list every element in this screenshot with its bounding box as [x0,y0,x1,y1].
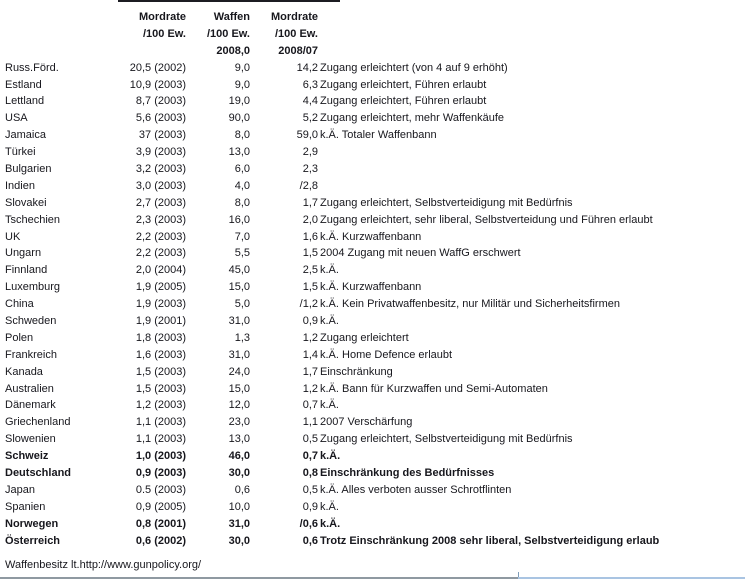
comment-cell: k.Ä. Kein Privatwaffenbesitz, nur Militär und Sicherheitsfirmen [320,298,620,311]
table [0,9,745,550]
comment-cell: k.Ä. Kurzwaffenbann [320,281,422,294]
waffen-cell: 6,0 [234,163,250,176]
mordrate-0807-cell: 59,0 [296,129,318,142]
sheet-bottom-border-left [0,577,518,579]
table-row [0,330,745,347]
country-cell: Jamaica [5,129,46,142]
country-cell: Spanien [5,500,46,513]
comment-cell: k.Ä. Totaler Waffenbann [320,129,437,142]
mordrate-0807-cell: 5,2 [302,112,318,125]
waffen-cell: 30,0 [228,534,250,547]
country-cell: Deutschland [5,467,72,480]
comment-cell: k.Ä. [320,399,339,412]
country-cell: Schweden [5,315,57,328]
comment-cell: Zugang erleichtert, sehr liberal, Selbstverteidung und Führen erlaubt [320,213,653,226]
mordrate-0807-cell: 14,2 [296,61,318,74]
waffen-cell: 90,0 [228,112,250,125]
country-cell: Polen [5,331,34,344]
table-row [0,262,745,279]
header-mordrate: Mordrate [138,11,186,23]
table-row [0,381,745,398]
table-row [0,127,745,144]
country-cell: Frankreich [5,348,57,361]
comment-cell: k.Ä. Bann für Kurzwaffen und Semi-Automaten [320,382,548,395]
header-waffen-unit: /100 Ew. [206,27,250,40]
comment-cell: Zugang erleichtert [320,331,409,344]
table-row [0,431,745,448]
sheet-bottom-border-right [518,577,745,579]
header-line-2 [0,26,745,43]
waffen-cell: 24,0 [228,365,250,378]
table-row [0,465,745,482]
table-body [0,60,745,550]
country-cell: Indien [5,179,35,192]
comment-cell [318,144,745,161]
comment-cell: Zugang erleichtert, Führen erlaubt [320,95,487,108]
mordrate-0807-cell: 0,5 [302,483,318,496]
country-cell: Schweiz [5,450,49,463]
mordrate-cell: 1,6 (2003) [135,348,186,361]
table-row [0,448,745,465]
mordrate-0807-cell: 4,4 [302,95,318,108]
waffen-cell: 13,0 [228,433,250,446]
waffen-cell: 8,0 [234,129,250,142]
waffen-cell: 19,0 [228,95,250,108]
mordrate-cell: 3,0 (2003) [135,179,186,192]
mordrate-0807-cell: 0,9 [302,500,318,513]
table-row [0,499,745,516]
mordrate-0807-cell: 1,7 [302,196,318,209]
country-cell: Russ.Förd. [5,61,59,74]
waffen-cell: 4,0 [234,179,250,192]
header-mordrate-unit: /100 Ew. [142,27,186,40]
country-cell: Luxemburg [5,281,61,294]
comment-cell: Einschränkung [320,365,393,378]
waffen-cell: 12,0 [228,399,250,412]
mordrate-cell: 0,6 (2002) [135,534,186,547]
mordrate-cell: 1,0 (2003) [135,450,186,463]
table-row [0,296,745,313]
country-cell: Kanada [5,365,43,378]
mordrate-0807-cell: 1,4 [302,348,318,361]
country-cell: Bulgarien [5,163,52,176]
comment-cell: k.Ä. [320,517,341,530]
table-row [0,161,745,178]
table-row [0,77,745,94]
mordrate-0807-cell: 2,9 [302,146,318,159]
table-row [0,195,745,212]
table-row [0,93,745,110]
table-row [0,313,745,330]
waffen-cell: 31,0 [228,348,250,361]
header-mordrate-change: Mordrate [270,11,318,23]
waffen-cell: 31,0 [228,315,250,328]
mordrate-0807-cell: 0,8 [302,467,318,480]
mordrate-cell: 1,5 (2003) [135,365,186,378]
waffen-cell: 15,0 [228,281,250,294]
mordrate-0807-cell: 1,5 [302,247,318,260]
waffen-cell: 10,0 [228,500,250,513]
country-cell: Slovakei [5,196,47,209]
comment-cell: k.Ä. Home Defence erlaubt [320,348,453,361]
country-cell: Australien [5,382,54,395]
comment-cell: Einschränkung des Bedürfnisses [320,467,495,480]
cropped-row-remnant [118,0,340,2]
cell-border-tick [518,572,519,577]
mordrate-0807-cell: 1,5 [302,281,318,294]
country-cell: Norwegen [5,517,59,530]
mordrate-0807-cell: 0,7 [302,450,318,463]
comment-cell: k.Ä. [320,450,341,463]
mordrate-cell: 3,2 (2003) [135,163,186,176]
table-row [0,516,745,533]
header-mordrate-year [118,43,186,60]
waffen-cell: 16,0 [228,213,250,226]
mordrate-cell: 0,9 (2005) [135,500,186,513]
comment-cell: Trotz Einschränkung 2008 sehr liberal, Selbstverteidigung erlaub [320,534,660,547]
mordrate-cell: 2,2 (2003) [135,247,186,260]
comment-cell: k.Ä. Alles verboten ausser Schrotflinten [320,483,512,496]
country-cell: Lettland [5,95,45,108]
mordrate-cell: 0,9 (2003) [135,467,186,480]
country-cell: Japan [5,483,35,496]
waffen-cell: 13,0 [228,146,250,159]
table-row [0,364,745,381]
table-row [0,229,745,246]
mordrate-0807-cell: 0,9 [302,315,318,328]
country-cell: USA [5,112,28,125]
waffen-cell: 7,0 [234,230,250,243]
comment-cell: Zugang erleichtert, Führen erlaubt [320,78,487,91]
comment-cell: 2007 Verschärfung [320,416,413,429]
comment-cell: k.Ä. [320,500,339,513]
mordrate-0807-cell: 2,3 [302,163,318,176]
header-comment-blank [318,9,745,26]
table-row [0,482,745,499]
comment-cell: k.Ä. Kurzwaffenbann [320,230,422,243]
table-row [0,414,745,431]
mordrate-0807-cell: /1,2 [299,298,318,311]
country-cell: Ungarn [5,247,42,260]
mordrate-cell: 1,8 (2003) [135,331,186,344]
mordrate-0807-cell: 1,2 [302,382,318,395]
mordrate-0807-cell: /2,8 [299,179,318,192]
mordrate-0807-cell: 0,6 [302,534,318,547]
header-mordrate-change-unit: /100 Ew. [274,27,318,40]
table-row [0,144,745,161]
table-header [0,9,745,60]
table-row [0,397,745,414]
mordrate-0807-cell: 6,3 [302,78,318,91]
table-row [0,533,745,550]
mordrate-cell: 1,9 (2001) [135,315,186,328]
waffen-cell: 9,0 [234,61,250,74]
country-cell: Finnland [5,264,48,277]
mordrate-0807-cell: /0,6 [299,517,318,530]
waffen-cell: 46,0 [228,450,250,463]
header-line-3 [0,43,745,60]
country-cell: Tschechien [5,213,61,226]
waffen-cell: 45,0 [228,264,250,277]
header-country-blank [0,9,118,26]
country-cell: Dänemark [5,399,56,412]
mordrate-cell: 2,3 (2003) [135,213,186,226]
mordrate-0807-cell: 1,2 [302,331,318,344]
waffen-cell: 9,0 [234,78,250,91]
mordrate-cell: 1,1 (2003) [135,416,186,429]
table-row [0,245,745,262]
header-line-1 [0,9,745,26]
waffen-cell: 23,0 [228,416,250,429]
mordrate-0807-cell: 1,1 [302,416,318,429]
waffen-cell: 30,0 [228,467,250,480]
mordrate-cell: 20,5 (2002) [129,61,186,74]
country-cell: Türkei [5,146,36,159]
mordrate-cell: 2,0 (2004) [135,264,186,277]
comment-cell: k.Ä. [320,264,339,277]
table-row [0,178,745,195]
header-waffen: Waffen [213,11,250,23]
mordrate-cell: 0,8 (2001) [135,517,186,530]
country-cell: China [5,298,34,311]
table-row [0,279,745,296]
country-cell: Griechenland [5,416,71,429]
comment-cell: 2004 Zugang mit neuen WaffG erschwert [320,247,521,260]
table-row [0,110,745,127]
mordrate-cell: 3,9 (2003) [135,146,186,159]
mordrate-cell: 1,9 (2005) [135,281,186,294]
source-note: Waffenbesitz lt.http://www.gunpolicy.org/ [5,559,202,571]
waffen-cell: 5,0 [234,298,250,311]
waffen-cell: 15,0 [228,382,250,395]
header-mordrate-change-year: 2008/07 [278,44,318,57]
mordrate-cell: 37 (2003) [138,129,186,142]
comment-cell: Zugang erleichtert, Selbstverteidigung mit Bedürfnis [320,433,573,446]
comment-cell [318,178,745,195]
country-cell: Slowenien [5,433,56,446]
mordrate-0807-cell: 2,0 [302,213,318,226]
mordrate-cell: 1,2 (2003) [135,399,186,412]
mordrate-0807-cell: 1,6 [302,230,318,243]
comment-cell: k.Ä. [320,315,339,328]
mordrate-cell: 0.5 (2003) [135,483,186,496]
table-row [0,60,745,77]
waffen-cell: 8,0 [234,196,250,209]
comment-cell: Zugang erleichtert, Selbstverteidigung mit Bedürfnis [320,196,573,209]
mordrate-0807-cell: 1,7 [302,365,318,378]
table-row [0,212,745,229]
mordrate-cell: 2,7 (2003) [135,196,186,209]
mordrate-cell: 2,2 (2003) [135,230,186,243]
mordrate-cell: 8,7 (2003) [135,95,186,108]
comment-cell: Zugang erleichtert (von 4 auf 9 erhöht) [320,61,508,74]
mordrate-cell: 1,5 (2003) [135,382,186,395]
waffen-cell: 5,5 [234,247,250,260]
waffen-cell: 0,6 [234,483,250,496]
mordrate-cell: 1,9 (2003) [135,298,186,311]
mordrate-cell: 10,9 (2003) [129,78,186,91]
waffen-cell: 1,3 [234,331,250,344]
mordrate-0807-cell: 0,7 [302,399,318,412]
header-waffen-year: 2008,0 [216,44,250,57]
mordrate-cell: 1,1 (2003) [135,433,186,446]
table-row [0,347,745,364]
country-cell: Estland [5,78,42,91]
mordrate-0807-cell: 2,5 [302,264,318,277]
waffen-cell: 31,0 [228,517,250,530]
comment-cell [318,161,745,178]
mordrate-0807-cell: 0,5 [302,433,318,446]
country-cell: UK [5,230,21,243]
mordrate-cell: 5,6 (2003) [135,112,186,125]
comment-cell: Zugang erleichtert, mehr Waffenkäufe [320,112,505,125]
country-cell: Österreich [5,534,61,547]
